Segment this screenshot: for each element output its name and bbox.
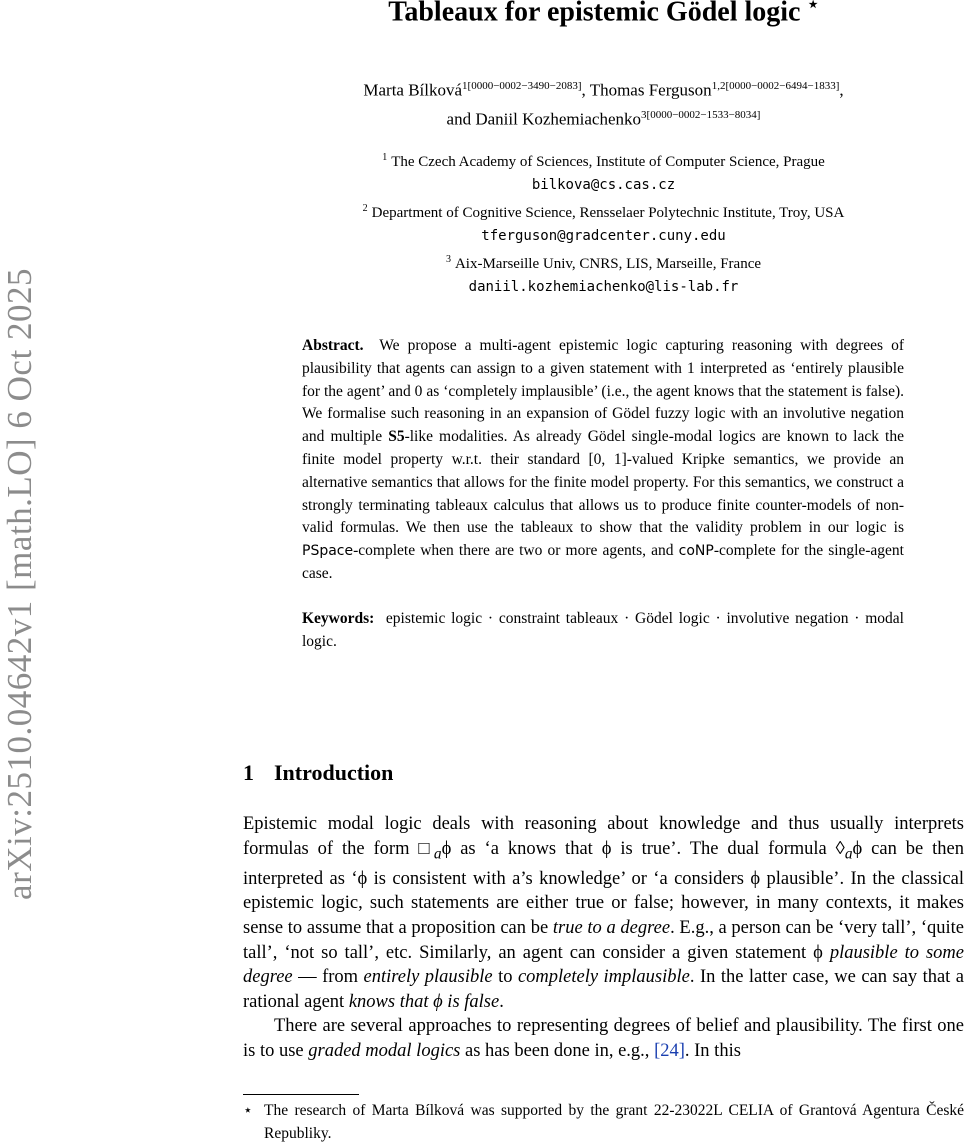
affiliation-text: Department of Cognitive Science, Rensselaer Polytechnic Institute, Troy, USA: [371, 205, 845, 221]
intro-text: There are several approaches to representing degrees of belief and plausibility. The first one is to use: [243, 1016, 964, 1062]
intro-text: — from: [292, 967, 364, 988]
footnote-divider: [243, 1094, 359, 1095]
paper-title: [243, 0, 964, 28]
keywords-paragraph: [302, 608, 904, 654]
affiliation-number: 1: [382, 152, 388, 163]
intro-emphasis: plausible to some degree: [243, 942, 964, 988]
section-heading: [243, 760, 393, 786]
section-number: 1: [243, 760, 254, 785]
intro-text: to: [492, 967, 518, 988]
intro-text: as has been done in, e.g.,: [460, 1041, 655, 1062]
affiliation-line: [243, 197, 964, 225]
intro-text: .: [499, 991, 504, 1012]
abstract-text: -complete when there are two or more agents, and: [353, 542, 679, 560]
affiliation-list: [243, 146, 964, 299]
affiliation-text: The Czech Academy of Sciences, Institute of Computer Science, Prague: [391, 154, 825, 170]
keywords-text: epistemic logic · constraint tableaux · Gödel logic · involutive negation · modal logic.: [302, 609, 904, 650]
abstract-s5: S5: [388, 428, 405, 446]
complexity-class-conp: coNP: [678, 543, 714, 560]
complexity-class-pspace: PSpace: [302, 543, 354, 560]
intro-paragraph: [243, 1014, 964, 1063]
introduction-body: [243, 812, 964, 1064]
intro-emphasis: knows that ϕ is false: [348, 991, 500, 1012]
agent-subscript: a: [433, 845, 442, 863]
abstract-paragraph: [302, 335, 904, 586]
intro-emphasis: true to a degree: [552, 918, 671, 939]
title-footnote-mark: ⋆: [807, 0, 819, 14]
abstract-text: -complete for the single-agent case.: [302, 542, 904, 582]
keywords-label: Keywords:: [302, 609, 375, 627]
author-name: Thomas Ferguson: [589, 80, 712, 100]
author-separator: ,: [839, 80, 844, 100]
author-name: Marta Bílková: [363, 80, 463, 100]
arxiv-stamp-text: arXiv:2510.04642v1 [math.LO] 6 Oct 2025: [0, 268, 39, 900]
affiliation-email[interactable]: daniil.kozhemiachenko@lis-lab.fr: [468, 279, 739, 295]
section-title: Introduction: [274, 760, 394, 785]
affiliation-number: 2: [362, 203, 368, 214]
author-separator: ,: [581, 80, 590, 100]
affiliation-line: [243, 146, 964, 174]
footnote-mark: ⋆: [243, 1102, 253, 1119]
abstract-text: -like modalities. As already Gödel single-modal logics are known to lack the finite model property w.r.t. their standard [0, 1]-valued Kripke semantics, we provide an alternative semantics that allows for the finite model property. For this semantics, we construct a strongly terminating tableaux calculus that allows us to produce finite counter-models of non-valid formulas. We then use the tableaux to show that the validity problem in our logic is: [302, 428, 904, 537]
abstract-label: Abstract.: [302, 337, 364, 354]
author-orcid: 1,2[0000−0002−6494−1833]: [711, 80, 840, 92]
abstract-text: We propose a multi-agent epistemic logic capturing reasoning with degrees of plausibility that agents can assign to a given statement with 1 interpreted as ‘entirely plausible for the agent’ and 0 as ‘completely implausible’ (i.e., the agent knows that the statement is false). We formalise such reasoning in an expansion of Gödel fuzzy logic with an involutive negation and multiple: [302, 337, 904, 446]
intro-paragraph: [243, 812, 964, 1014]
author-orcid: 1[0000−0002−3490−2083]: [462, 80, 582, 92]
intro-emphasis: entirely plausible: [363, 967, 493, 988]
author-orcid: 3[0000−0002−1533−8034]: [641, 108, 761, 121]
intro-text: . In this: [684, 1041, 741, 1062]
paper-title-text: Tableaux for epistemic Gödel logic: [388, 0, 801, 28]
affiliation-text: Aix-Marseille Univ, CNRS, LIS, Marseille, France: [454, 256, 762, 272]
intro-text: . E.g., a person can be ‘very tall’, ‘quite tall’, ‘not so tall’, etc. Similarly, an agent can consider a given statement ϕ: [243, 918, 964, 963]
intro-text: ϕ can be then interpreted as ‘ϕ is consistent with a’s knowledge’ or ‘a considers ϕ plausible’. In the classical epistemic logic, such statements are either true or false; however, in many contexts, it makes sense to assume that a proposition can be: [243, 838, 964, 939]
footnote-text: The research of Marta Bílková was supported by the grant 22-23022L CELIA of Grantová Agentura České Republiky.: [264, 1102, 964, 1142]
intro-text: Epistemic modal logic deals with reasoning about knowledge and thus usually interprets formulas of the form □: [243, 814, 964, 859]
agent-subscript: a: [844, 845, 853, 863]
affiliation-line: [243, 248, 964, 276]
abstract-block: [302, 335, 904, 653]
intro-emphasis: graded modal logics: [308, 1041, 461, 1062]
footnote: [243, 1099, 964, 1145]
intro-text: ϕ as ‘a knows that ϕ is true’. The dual formula ◊: [441, 838, 845, 859]
author-list: [243, 74, 964, 131]
affiliation-email[interactable]: tferguson@gradcenter.cuny.edu: [481, 228, 726, 244]
intro-emphasis: completely implausible: [517, 967, 690, 988]
arxiv-identifier-stamp: [0, 0, 40, 1144]
affiliation-number: 3: [445, 254, 451, 265]
intro-text: . In the latter case, we can say that a rational agent: [243, 967, 964, 1012]
citation-link[interactable]: [24]: [654, 1041, 685, 1062]
author-name: and Daniil Kozhemiachenko: [446, 109, 642, 129]
affiliation-email[interactable]: bilkova@cs.cas.cz: [531, 177, 676, 193]
